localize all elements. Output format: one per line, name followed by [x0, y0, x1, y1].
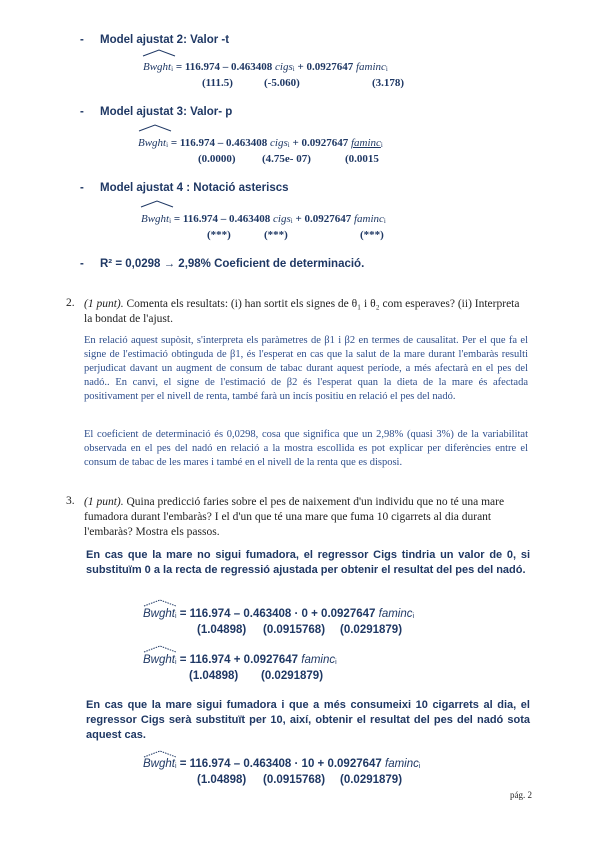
- stat-value: (***): [264, 229, 288, 241]
- stat-value: (1.04898): [197, 624, 247, 636]
- question-number: 2.: [66, 297, 75, 309]
- stat-value: (3.178): [372, 77, 405, 89]
- model-4-equation: Bwghti = 116.974 – 0.463408 cigsi + 0.0927647 faminci: [141, 213, 386, 225]
- question-text: Quina predicció faries sobre el pes de naixement d'un individu que no té una mare fumadora durant l'embaràs? I el d'un que té una mare que fuma 10 cigarrets al dia durant l'embaràs? Mostra els passos.: [84, 496, 505, 538]
- stat-value: (4.75e- 07): [262, 153, 311, 165]
- hat-symbol: [138, 124, 172, 132]
- stat-value: (-5.060): [264, 77, 300, 89]
- hat-symbol: [143, 645, 177, 653]
- equation-smoker: Bwghti = 116.974 – 0.463408 · 10 + 0.0927647 faminci: [143, 758, 421, 770]
- answer-3-paragraph-1: En cas que la mare no sigui fumadora, el regressor Cigs tindria un valor de 0, si substituïm 0 a la recta de regressió ajustada per obtenir el resultat del pes del nadó.: [86, 549, 530, 576]
- page-number: pág. 2: [510, 790, 532, 800]
- equation-no-smoker: Bwghti = 116.974 – 0.463408 · 0 + 0.0927647 faminci: [143, 608, 415, 620]
- question-points: (1 punt).: [84, 496, 124, 508]
- model-3-label: - Model ajustat 3: Valor- p: [80, 106, 233, 118]
- stat-value: (***): [207, 229, 231, 241]
- question-3: [66, 495, 505, 538]
- equation-simplified: Bwghti = 116.974 + 0.0927647 faminci: [143, 654, 337, 666]
- stat-value: (0.0291879): [261, 670, 324, 682]
- stat-value: (0.0000): [198, 153, 236, 165]
- stat-value: (0.0291879): [340, 774, 403, 786]
- stat-value: (1.04898): [189, 670, 239, 682]
- hat-symbol: [140, 200, 174, 208]
- hat-symbol: [143, 750, 177, 758]
- stat-value: (0.0291879): [340, 624, 403, 636]
- answer-3-paragraph-2: En cas que la mare sigui fumadora i que a més consumeixi 10 cigarrets al dia, el regressor Cigs serà substituït per 10, així, obtenir el resultat del pes del nadó sota aquest cas.: [86, 699, 530, 741]
- stat-value: (***): [360, 229, 384, 241]
- stat-value: (111.5): [202, 77, 233, 89]
- model-2-label: - Model ajustat 2: Valor -t: [80, 34, 230, 46]
- stat-value: (0.0915768): [263, 624, 326, 636]
- model-2-equation: Bwghti = 116.974 – 0.463408 cigsi + 0.0927647 faminci: [143, 61, 388, 73]
- hat-symbol: [142, 49, 176, 57]
- question-2: [66, 297, 520, 325]
- question-text: Comenta els resultats: (i) han sortit els signes de θ₁ i θ₂ com esperaves? (ii) Interpreta la bondat de l'ajust.: [84, 298, 520, 325]
- hat-symbol: [143, 599, 177, 607]
- stat-value: (0.0015: [345, 153, 379, 165]
- model-3-equation: Bwghti = 116.974 – 0.463408 cigsi + 0.0927647 faminci: [138, 137, 383, 149]
- question-points: (1 punt).: [84, 298, 124, 310]
- r2-line: - R² = 0,0298 → 2,98% Coeficient de determinació.: [80, 258, 365, 270]
- model-4-label: - Model ajustat 4 : Notació asteriscs: [80, 182, 289, 194]
- question-number: 3.: [66, 495, 75, 507]
- stat-value: (1.04898): [197, 774, 247, 786]
- stat-value: (0.0915768): [263, 774, 326, 786]
- answer-2-paragraph-2: El coeficient de determinació és 0,0298, cosa que significa que un 2,98% (quasi 3%) de la variabilitat observada en el pes del nadó en relació a la mostra escollida es pot explicar per diferències entre el consum de tabac de les mares i també en el nivell de la renta que es disposi.: [84, 429, 528, 468]
- answer-2-paragraph-1: En relació aquest supòsit, s'interpreta els paràmetres de β1 i β2 en termes de causalitat. Per el que fa el signe de l'estimació obtinguda de β1, és l'esperat en cas que la salut de la mare durant l'embaràs resulti perjudicat davant un augment de consum de tabac durant aquest període, a més afectarà en el pes del nadó.. En canvi, el signe de l'estimació de β2 és l'esperat quan la dieta de la mare és afectada positivament per el nivell de renta, també farà un incís positiu en relació el pes del nadó.: [84, 335, 528, 402]
